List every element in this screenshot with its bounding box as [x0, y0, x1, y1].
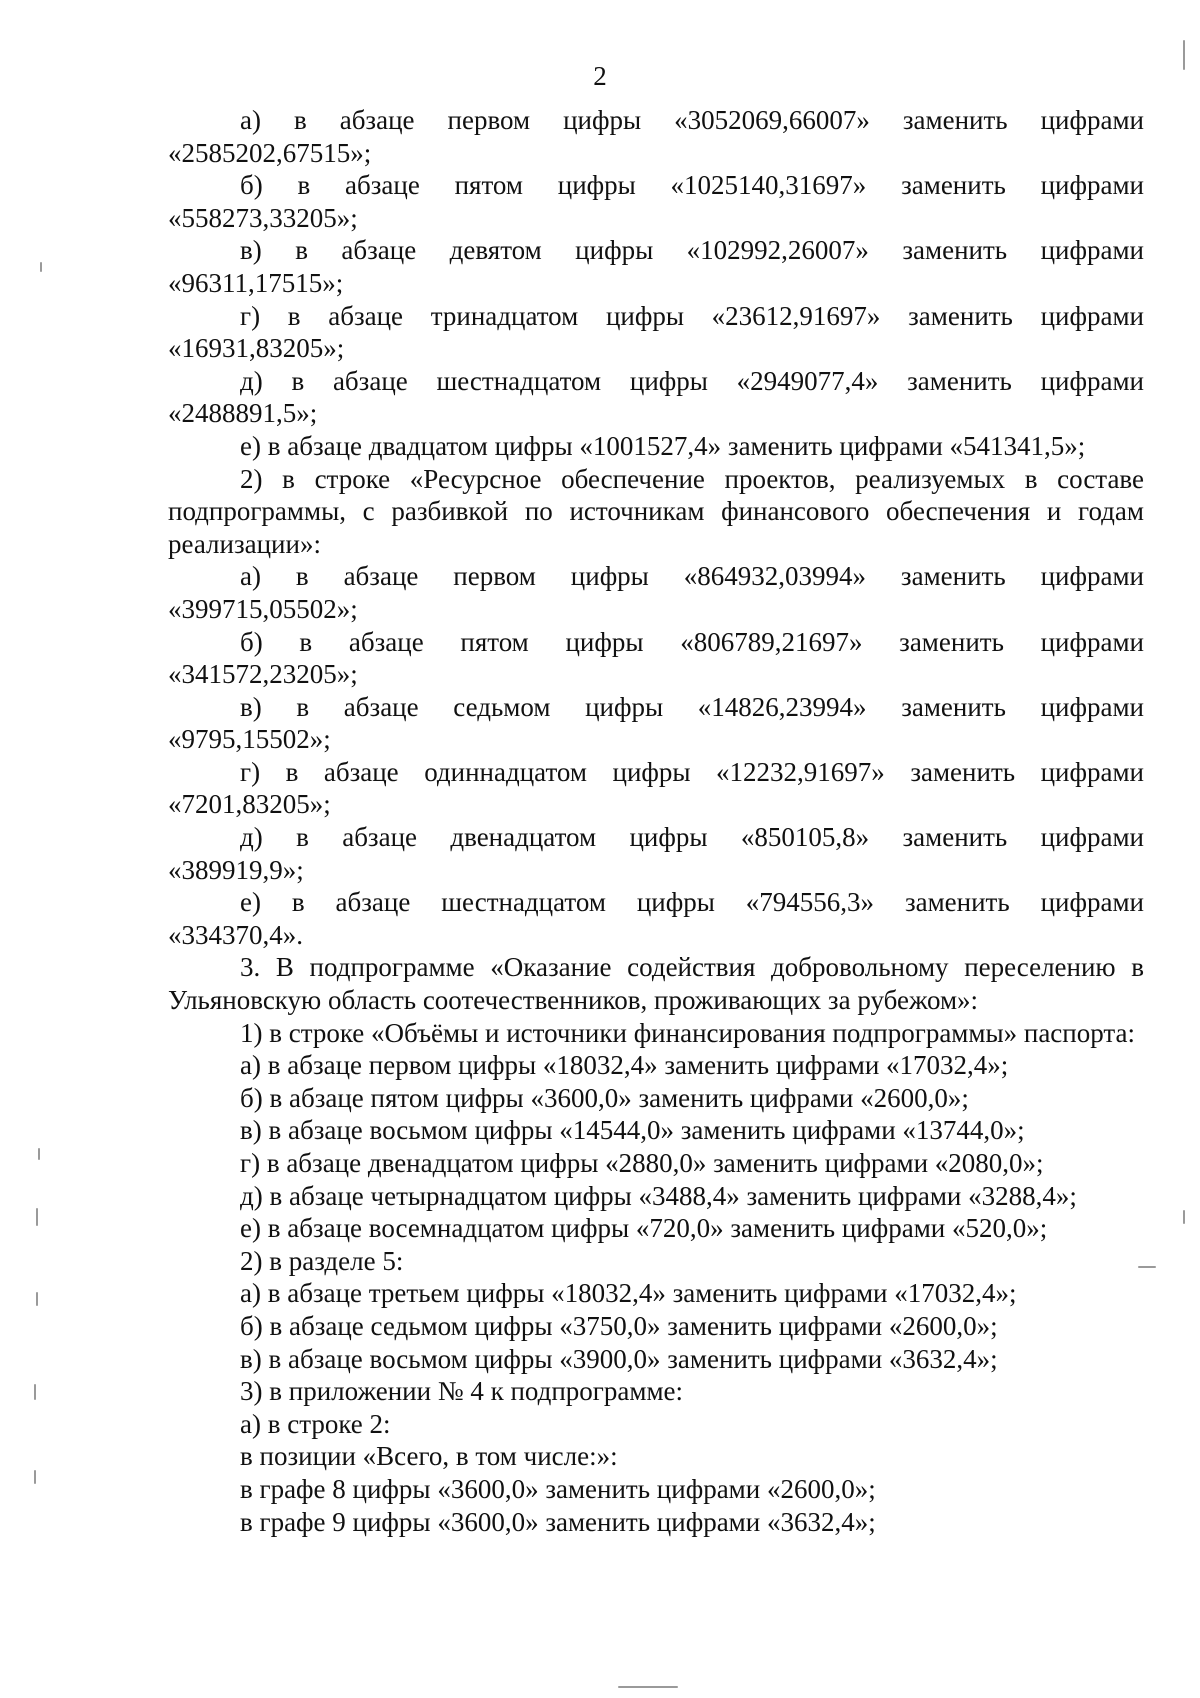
- paragraph-line: б) в абзаце пятом цифры «806789,21697» заменить цифрами: [240, 626, 1144, 657]
- paragraph-line: а) в абзаце первом цифры «3052069,66007» заменить цифрами: [240, 105, 1144, 135]
- paragraph-line: «7201,83205»;: [168, 789, 331, 820]
- paragraph: [168, 691, 1144, 756]
- scan-artifact: [36, 1292, 38, 1306]
- scan-artifact: [34, 1470, 36, 1484]
- paragraph: [168, 234, 1144, 299]
- paragraph-line: д) в абзаце шестнадцатом цифры «2949077,4» заменить цифрами: [240, 365, 1144, 396]
- paragraph: [168, 169, 1144, 234]
- paragraph: 2) в строке «Ресурсное обеспечение проектов, реализуемых в составе подпрограммы, с разбивкой по источникам финансового обеспечения и годам реализации»:: [168, 463, 1144, 559]
- scan-artifact: [40, 262, 42, 272]
- scan-artifact: [1183, 40, 1185, 70]
- paragraph: 3) в приложении № 4 к подпрограмме:: [240, 1376, 684, 1407]
- paragraph: а) в абзаце первом цифры «18032,4» заменить цифрами «17032,4»;: [240, 1050, 1009, 1081]
- scan-artifact: [36, 1208, 38, 1226]
- paragraph: б) в абзаце пятом цифры «3600,0» заменить цифрами «2600,0»;: [240, 1082, 969, 1113]
- paragraph-line: в) в абзаце седьмом цифры «14826,23994» заменить цифрами: [240, 691, 1144, 722]
- paragraph-line: е) в абзаце шестнадцатом цифры «794556,3» заменить цифрами: [240, 887, 1144, 918]
- paragraph-line: «16931,83205»;: [168, 333, 345, 364]
- paragraph: в позиции «Всего, в том числе:»:: [240, 1441, 618, 1472]
- paragraph-line: «9795,15502»;: [168, 724, 331, 755]
- document-body: [168, 104, 1144, 1538]
- paragraph-line: «399715,05502»;: [168, 593, 358, 624]
- page-number: 2: [593, 61, 607, 91]
- scan-artifact: [618, 1686, 678, 1688]
- paragraph: [168, 365, 1144, 430]
- paragraph: [168, 104, 1144, 169]
- paragraph: в графе 9 цифры «3600,0» заменить цифрами «3632,4»;: [240, 1506, 876, 1537]
- paragraph: 2) в разделе 5:: [240, 1245, 404, 1276]
- paragraph: в) в абзаце восьмом цифры «14544,0» заменить цифрами «13744,0»;: [240, 1115, 1025, 1146]
- paragraph-line: г) в абзаце одиннадцатом цифры «12232,91697» заменить цифрами: [240, 756, 1144, 787]
- paragraph-line: б) в абзаце пятом цифры «1025140,31697» заменить цифрами: [240, 170, 1144, 201]
- paragraph-line: д) в абзаце двенадцатом цифры «850105,8» заменить цифрами: [240, 822, 1144, 853]
- paragraph-line: в) в абзаце девятом цифры «102992,26007» заменить цифрами: [240, 235, 1144, 266]
- paragraph: [168, 886, 1144, 951]
- scan-artifact: [38, 1148, 40, 1160]
- paragraph-line: «2488891,5»;: [168, 398, 318, 429]
- paragraph: 3. В подпрограмме «Оказание содействия добровольному переселению в Ульяновскую область соотечественников, проживающих за рубежом»:: [168, 952, 1144, 1016]
- paragraph: е) в абзаце восемнадцатом цифры «720,0» заменить цифрами «520,0»;: [240, 1213, 1048, 1244]
- scan-artifact: [1183, 1210, 1185, 1224]
- paragraph-line: «558273,33205»;: [168, 202, 358, 233]
- paragraph: е) в абзаце двадцатом цифры «1001527,4» заменить цифрами «541341,5»;: [240, 430, 1086, 461]
- paragraph-line: «389919,9»;: [168, 854, 304, 885]
- paragraph: а) в строке 2:: [240, 1408, 391, 1439]
- paragraph: г) в абзаце двенадцатом цифры «2880,0» заменить цифрами «2080,0»;: [240, 1148, 1044, 1178]
- paragraph: а) в абзаце третьем цифры «18032,4» заменить цифрами «17032,4»;: [240, 1278, 1017, 1309]
- paragraph-line: «341572,23205»;: [168, 659, 358, 690]
- paragraph: в графе 8 цифры «3600,0» заменить цифрами «2600,0»;: [240, 1473, 876, 1504]
- paragraph-line: г) в абзаце тринадцатом цифры «23612,91697» заменить цифрами: [240, 300, 1144, 331]
- paragraph-line: а) в абзаце первом цифры «864932,03994» заменить цифрами: [240, 561, 1144, 592]
- paragraph: [168, 821, 1144, 886]
- paragraph: б) в абзаце седьмом цифры «3750,0» заменить цифрами «2600,0»;: [240, 1310, 998, 1341]
- paragraph-line: «334370,4».: [168, 919, 303, 950]
- paragraph: в) в абзаце восьмом цифры «3900,0» заменить цифрами «3632,4»;: [240, 1343, 998, 1374]
- paragraph: д) в абзаце четырнадцатом цифры «3488,4» заменить цифрами «3288,4»;: [240, 1180, 1077, 1211]
- paragraph: 1) в строке «Объёмы и источники финансирования подпрограммы» паспорта:: [240, 1017, 1135, 1048]
- paragraph: [168, 560, 1144, 625]
- paragraph: [168, 300, 1144, 365]
- paragraph: [168, 756, 1144, 821]
- paragraph-line: «96311,17515»;: [168, 267, 344, 298]
- paragraph-line: «2585202,67515»;: [168, 137, 372, 168]
- paragraph: [168, 626, 1144, 691]
- scan-artifact: [1138, 1266, 1156, 1268]
- scan-artifact: [34, 1384, 36, 1400]
